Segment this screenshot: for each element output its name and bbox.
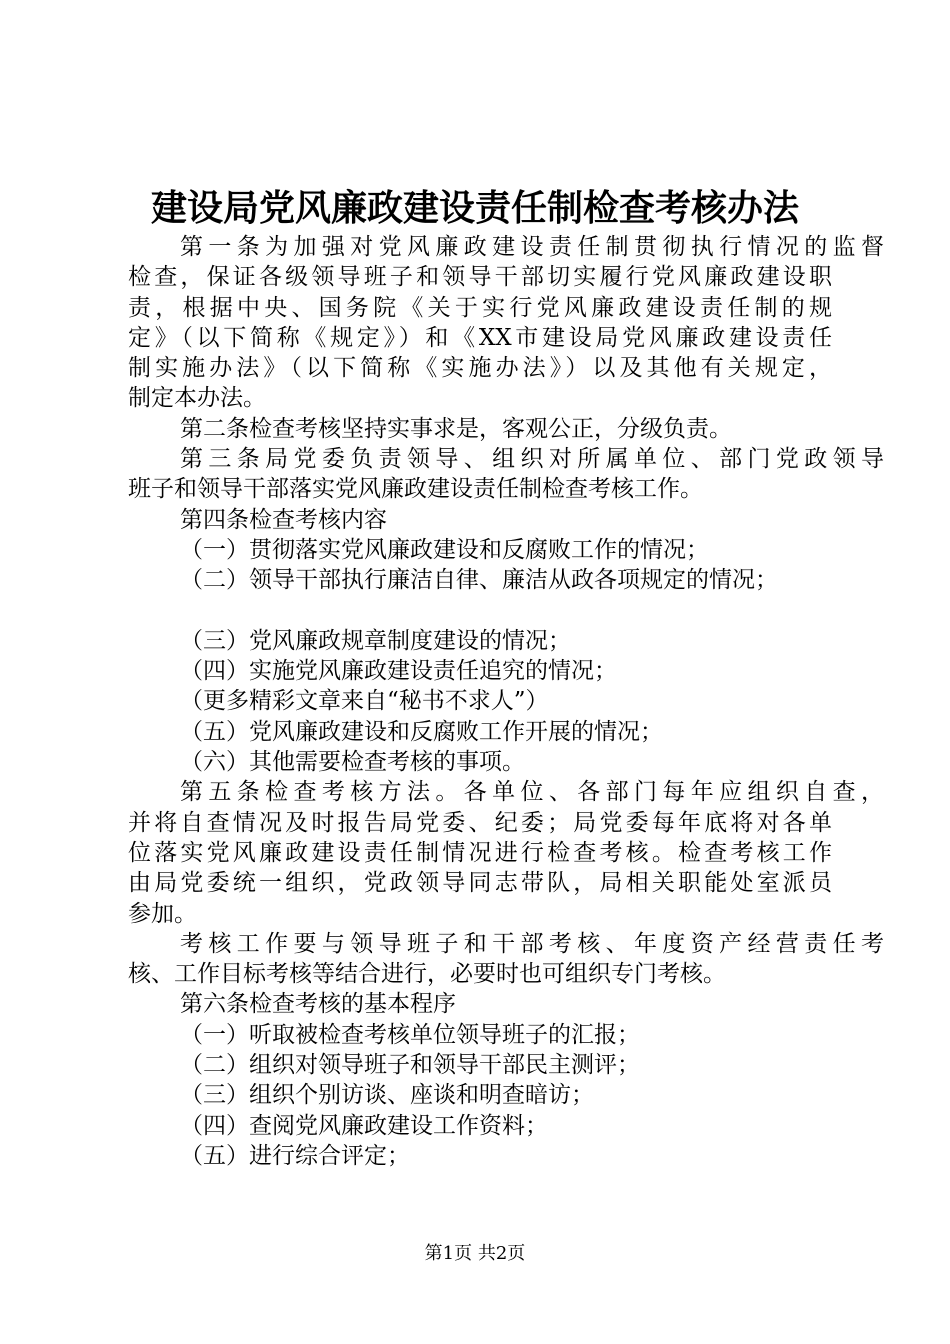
paragraph-line: 定》（以下简称《规定》）和《XX市建设局党风廉政建设责任 xyxy=(128,324,832,351)
list-item: （三）组织个别访谈、座谈和明查暗访； xyxy=(180,1082,594,1109)
paragraph-line: 第四条检查考核内容 xyxy=(180,506,387,533)
paragraph-line: 检查，保证各级领导班子和领导干部切实履行党风廉政建设职 xyxy=(128,264,832,291)
paragraph-line: 由局党委统一组织，党政领导同志带队，局相关职能处室派员 xyxy=(128,870,832,897)
paragraph-line: 参加。 xyxy=(128,900,197,927)
paragraph-line: 制定本办法。 xyxy=(128,385,266,412)
page-footer: 第1页 共2页 xyxy=(424,1243,526,1264)
list-item: （二）领导干部执行廉洁自律、廉洁从政各项规定的情况； xyxy=(180,567,778,594)
paragraph-line: 第五条检查考核方法。各单位、各部门每年应组织自查， xyxy=(180,779,884,806)
list-item: （一）听取被检查考核单位领导班子的汇报； xyxy=(180,1021,640,1048)
list-item: （四）查阅党风廉政建设工作资料； xyxy=(180,1112,548,1139)
document-title: 建设局党风廉政建设责任制检查考核办法 xyxy=(150,187,799,229)
list-item: （二）组织对领导班子和领导干部民主测评； xyxy=(180,1052,640,1079)
paragraph-line: 第三条局党委负责领导、组织对所属单位、部门党政领导 xyxy=(180,446,884,473)
list-item: （六）其他需要检查考核的事项。 xyxy=(180,749,525,776)
list-item: （三）党风廉政规章制度建设的情况； xyxy=(180,627,571,654)
source-note: （更多精彩文章来自“秘书不求人”） xyxy=(180,688,549,715)
paragraph-line: 制实施办法》（以下简称《实施办法》）以及其他有关规定， xyxy=(128,355,832,382)
paragraph-line: 责，根据中央、国务院《关于实行党风廉政建设责任制的规 xyxy=(128,294,832,321)
paragraph-line: 班子和领导干部落实党风廉政建设责任制检查考核工作。 xyxy=(128,476,703,503)
paragraph-line: 考核工作要与领导班子和干部考核、年度资产经营责任考 xyxy=(180,930,884,957)
document-body xyxy=(128,232,884,1171)
list-item: （四）实施党风廉政建设责任追究的情况； xyxy=(180,658,617,685)
blank-line xyxy=(128,596,838,626)
paragraph-line: 第二条检查考核坚持实事求是，客观公正，分级负责。 xyxy=(180,415,732,442)
paragraph-line: 第一条为加强对党风廉政建设责任制贯彻执行情况的监督 xyxy=(180,234,884,260)
list-item: （一）贯彻落实党风廉政建设和反腐败工作的情况； xyxy=(180,536,709,563)
paragraph-line: 并将自查情况及时报告局党委、纪委；局党委每年底将对各单 xyxy=(128,809,832,836)
paragraph-line: 核、工作目标考核等结合进行，必要时也可组织专门考核。 xyxy=(128,961,726,988)
paragraph-line: 第六条检查考核的基本程序 xyxy=(180,991,456,1018)
list-item: （五）进行综合评定； xyxy=(180,1142,410,1169)
list-item: （五）党风廉政建设和反腐败工作开展的情况； xyxy=(180,718,663,745)
paragraph-line: 位落实党风廉政建设责任制情况进行检查考核。检查考核工作 xyxy=(128,839,832,866)
